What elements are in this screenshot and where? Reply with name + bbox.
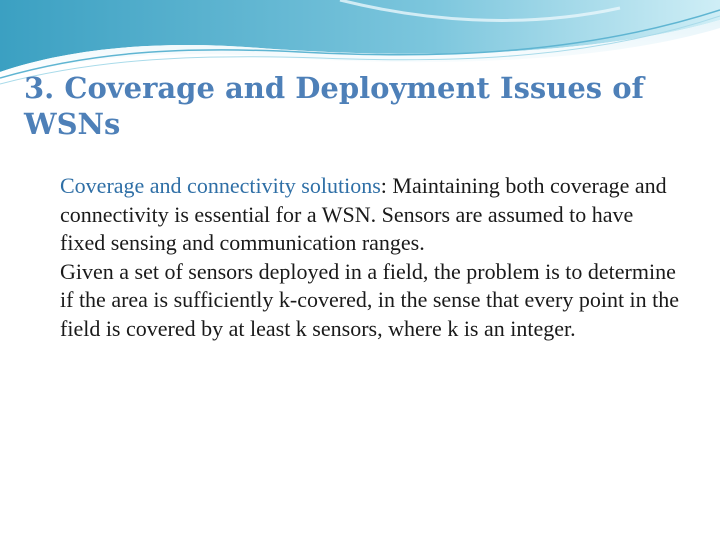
paragraph-coverage xyxy=(60,172,680,258)
paragraph-text: : Maintaining both coverage and connectivity is essential for a WSN. Sensors are assumed to have fixed sensing and communication ranges. xyxy=(60,173,667,255)
highlighted-term: Coverage and connectivity solutions xyxy=(60,173,381,198)
slide-body xyxy=(60,172,680,343)
paragraph-k-coverage: Given a set of sensors deployed in a field, the problem is to determine if the area is sufficiently k-covered, in the sense that every point in the field is covered by at least k sensors, where k is an integer. xyxy=(60,258,680,341)
slide-title: 3. Coverage and Deployment Issues of WSNs xyxy=(24,71,645,141)
